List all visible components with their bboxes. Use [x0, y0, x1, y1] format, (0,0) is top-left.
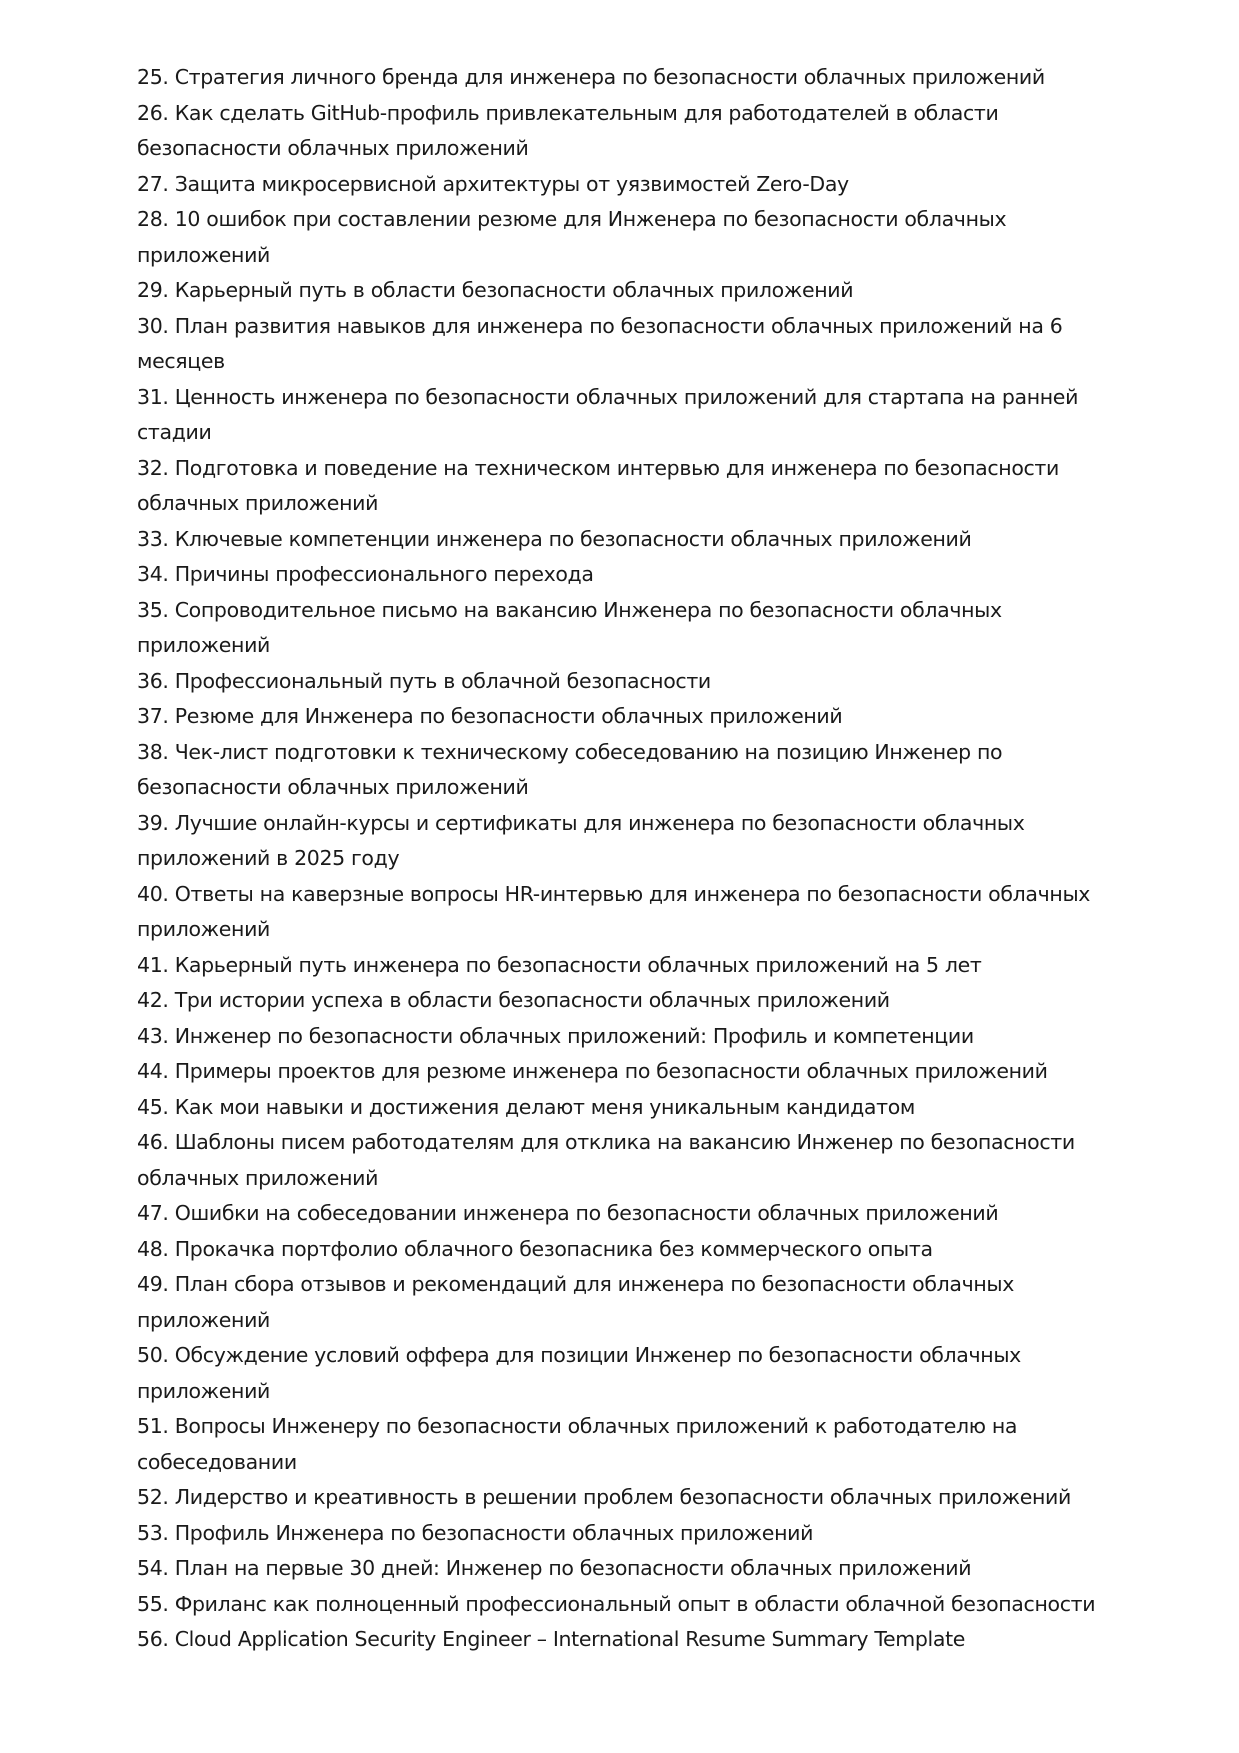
list-item: 56. Cloud Application Security Engineer – International Resume Summary Template	[137, 1627, 966, 1651]
list-item: 38. Чек-лист подготовки к техническому собеседованию на позицию Инженер по безопасности облачных приложений	[137, 739, 1003, 799]
list-item: 32. Подготовка и поведение на техническом интервью для инженера по безопасности облачных приложений	[137, 455, 1059, 515]
list-item: 42. Три истории успеха в области безопасности облачных приложений	[137, 988, 890, 1012]
list-item: 33. Ключевые компетенции инженера по безопасности облачных приложений	[137, 526, 972, 551]
list-item: 52. Лидерство и креативность в решении проблем безопасности облачных приложений	[137, 1485, 1071, 1509]
list-item: 50. Обсуждение условий оффера для позиции Инженер по безопасности облачных приложений	[137, 1343, 1021, 1403]
list-item: 41. Карьерный путь инженера по безопасности облачных приложений на 5 лет	[137, 952, 982, 977]
list-item: 35. Сопроводительное письмо на вакансию Инженера по безопасности облачных приложений	[137, 597, 1002, 657]
list-item: 39. Лучшие онлайн-курсы и сертификаты для инженера по безопасности облачных приложений в 2025 году	[137, 810, 1025, 870]
list-item: 46. Шаблоны писем работодателям для отклика на вакансию Инженер по безопасности облачных приложений	[137, 1130, 1075, 1190]
list-item: 48. Прокачка портфолио облачного безопасника без коммерческого опыта	[137, 1236, 933, 1261]
list-item: 27. Защита микросервисной архитектуры от уязвимостей Zero-Day	[137, 171, 849, 196]
list-item: 53. Профиль Инженера по безопасности облачных приложений	[137, 1520, 814, 1545]
list-item: 34. Причины профессионального перехода	[137, 562, 594, 586]
article-list	[137, 60, 1127, 1658]
list-item: 49. План сбора отзывов и рекомендаций для инженера по безопасности облачных приложений	[137, 1272, 1015, 1332]
list-item: 25. Стратегия личного бренда для инженера по безопасности облачных приложений	[137, 65, 1045, 89]
list-item: 29. Карьерный путь в области безопасности облачных приложений	[137, 278, 854, 302]
list-item: 54. План на первые 30 дней: Инженер по безопасности облачных приложений	[137, 1556, 972, 1580]
list-item: 26. Как сделать GitHub-профиль привлекательным для работодателей в области безопасности облачных приложений	[137, 100, 999, 160]
list-item: 36. Профессиональный путь в облачной безопасности	[137, 668, 711, 693]
list-item: 40. Ответы на каверзные вопросы HR-интервью для инженера по безопасности облачных приложений	[137, 881, 1091, 941]
list-item: 45. Как мои навыки и достижения делают меня уникальным кандидатом	[137, 1094, 916, 1119]
list-item: 51. Вопросы Инженеру по безопасности облачных приложений к работодателю на собеседовании	[137, 1414, 1018, 1474]
list-item: 44. Примеры проектов для резюме инженера по безопасности облачных приложений	[137, 1059, 1048, 1083]
list-item: 30. План развития навыков для инженера по безопасности облачных приложений на 6 месяцев	[137, 313, 1063, 373]
list-item: 47. Ошибки на собеседовании инженера по безопасности облачных приложений	[137, 1201, 999, 1225]
list-item: 55. Фриланс как полноценный профессиональный опыт в области облачной безопасности	[137, 1591, 1096, 1616]
list-item: 43. Инженер по безопасности облачных приложений: Профиль и компетенции	[137, 1023, 974, 1048]
list-item: 28. 10 ошибок при составлении резюме для Инженера по безопасности облачных приложений	[137, 207, 1007, 267]
list-item: 37. Резюме для Инженера по безопасности облачных приложений	[137, 704, 843, 728]
list-item: 31. Ценность инженера по безопасности облачных приложений для стартапа на ранней стадии	[137, 384, 1079, 444]
